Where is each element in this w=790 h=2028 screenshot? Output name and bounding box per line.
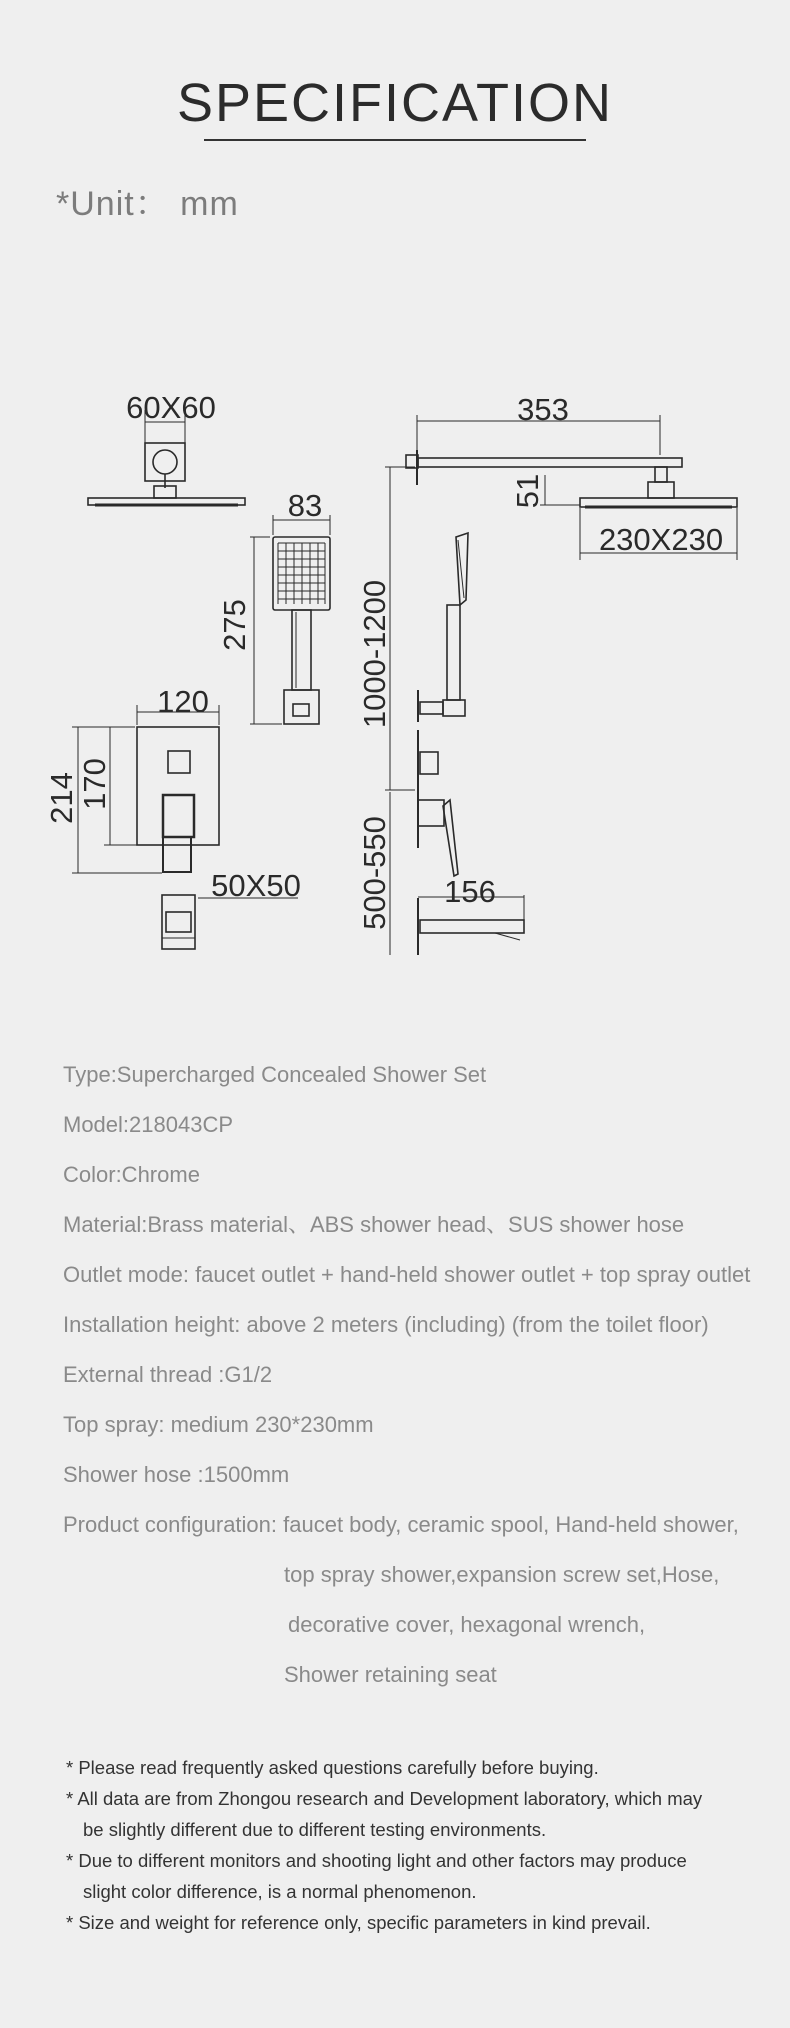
- dim-valve-width: 120: [157, 684, 209, 719]
- dim-arm-drop: 51: [510, 473, 545, 509]
- dim-handheld-width: 83: [287, 488, 323, 523]
- spec-list: [63, 1060, 750, 1710]
- spec-top-spray: Top spray: medium 230*230mm: [63, 1412, 374, 1437]
- dim-head-size: 230X230: [598, 522, 724, 557]
- spec-installation-height: Installation height: above 2 meters (including) (from the toilet floor): [63, 1312, 709, 1337]
- dim-arm-length: 353: [517, 392, 569, 427]
- note-color-difference: * Due to different monitors and shooting light and other factors may produce: [66, 1850, 687, 1871]
- spec-config-line-2: top spray shower,expansion screw set,Hose,: [284, 1562, 720, 1587]
- spec-model: Model:218043CP: [63, 1112, 234, 1137]
- dim-spout-height: 500-550: [357, 816, 392, 930]
- spec-config-line-3: decorative cover, hexagonal wrench,: [288, 1612, 646, 1637]
- spec-external-thread: External thread :G1/2: [63, 1362, 273, 1387]
- notes-section: [66, 1752, 702, 1938]
- spec-config-line-4: Shower retaining seat: [284, 1662, 497, 1687]
- note-faq: * Please read frequently asked questions carefully before buying.: [66, 1757, 599, 1778]
- spec-type: Type:Supercharged Concealed Shower Set: [63, 1062, 487, 1087]
- dim-valve-height-outer: 214: [44, 772, 79, 824]
- page-title: SPECIFICATION: [176, 73, 614, 133]
- note-data-source-cont: be slightly different due to different testing environments.: [83, 1819, 547, 1840]
- title-underline: [204, 139, 586, 141]
- spec-color: Color:Chrome: [63, 1162, 200, 1187]
- dim-height-range: 1000-1200: [357, 579, 392, 729]
- spec-material: Material:Brass material、ABS shower head、SUS shower hose: [63, 1212, 685, 1237]
- side-view-assembly: [385, 415, 737, 955]
- dim-top-mount: 60X60: [126, 390, 216, 425]
- note-size-weight: * Size and weight for reference only, specific parameters in kind prevail.: [66, 1912, 651, 1933]
- spout-front-view: [162, 895, 298, 949]
- dim-handheld-height: 275: [217, 599, 252, 651]
- dim-spout-mount: 50X50: [211, 868, 301, 903]
- unit-label: *Unit： mm: [56, 185, 239, 223]
- note-color-difference-cont: slight color difference, is a normal phenomenon.: [83, 1881, 477, 1902]
- note-data-source: * All data are from Zhongou research and Development laboratory, which may: [66, 1788, 703, 1809]
- handheld-front-view: [250, 515, 330, 724]
- dim-spout-length: 156: [444, 874, 496, 909]
- technical-drawing: [0, 370, 790, 970]
- spec-outlet-mode: Outlet mode: faucet outlet + hand-held shower outlet + top spray outlet: [63, 1262, 751, 1287]
- dim-valve-height-inner: 170: [77, 758, 112, 810]
- spec-shower-hose: Shower hose :1500mm: [63, 1462, 290, 1487]
- spec-product-configuration: Product configuration: faucet body, ceramic spool, Hand-held shower,: [63, 1512, 739, 1537]
